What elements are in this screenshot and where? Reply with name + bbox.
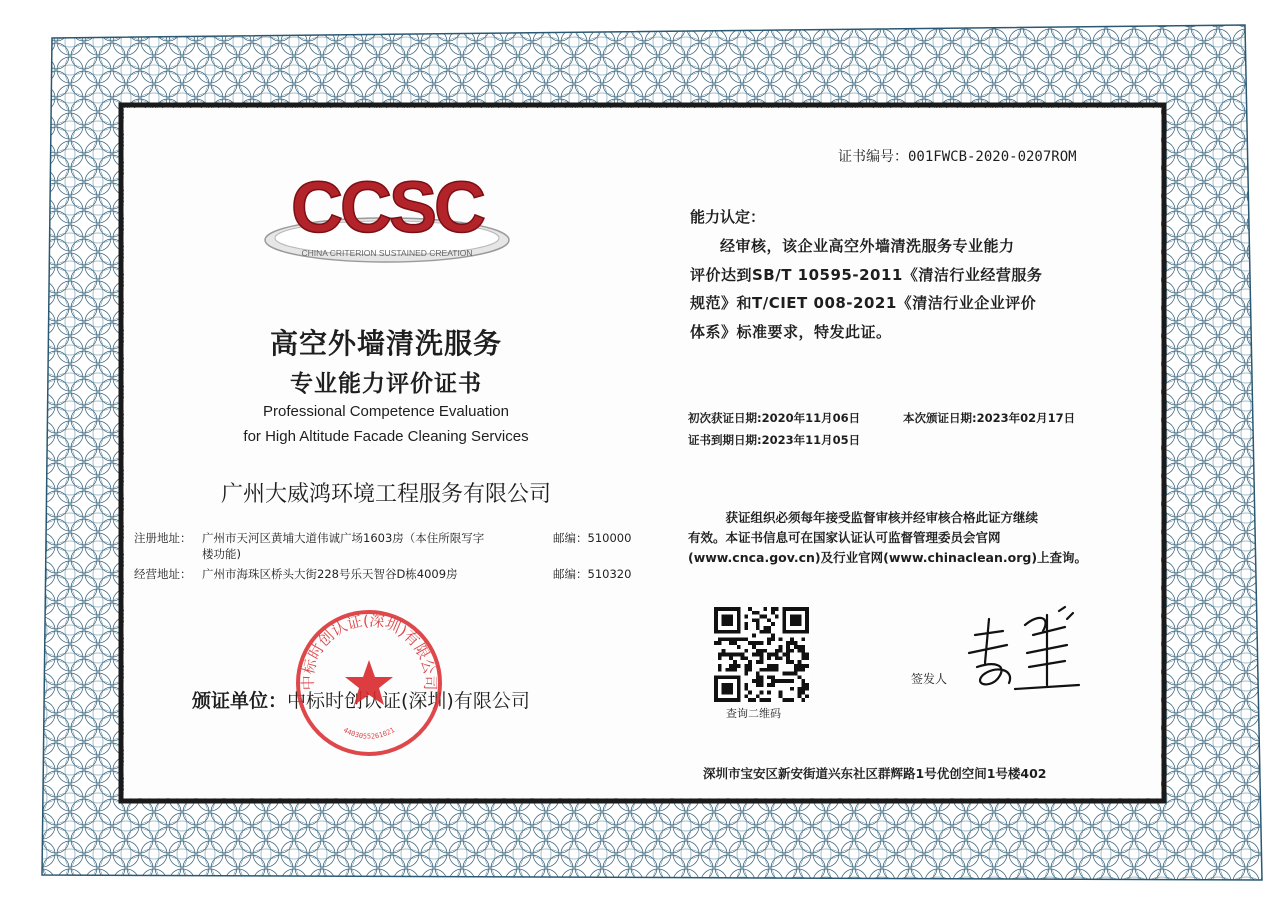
business-address-value: 广州市海珠区桥头大街228号乐天智谷D栋4009房 [202,567,458,581]
expiry-date: 证书到期日期:2023年11月05日 [688,433,861,447]
business-postcode [553,566,631,582]
business-address-label: 经营地址： [134,567,192,581]
capability-statement [690,232,1120,346]
certificate-title-cn: 高空外墙清洗服务 [269,327,502,360]
issuer-label: 颁证单位： [192,690,288,712]
registered-postcode-value: 510000 [587,531,632,545]
logo-tagline: CHINA CRITERION SUSTAINED CREATION [301,248,473,258]
notice-line3: (www.cnca.gov.cn)及行业官网(www.chinaclean.org)上查询。 [688,550,1088,565]
svg-text:4403055261021 [342,726,396,741]
registered-postcode-label: 邮编： [553,531,588,545]
signature-icon [955,605,1095,705]
business-postcode-value: 510320 [587,567,632,581]
business-postcode-label: 邮编： [553,567,588,581]
seal-ring-text: 中标时创认证(深圳)有限公司 [298,611,440,691]
official-seal [294,608,444,758]
footer-address: 深圳市宝安区新安街道兴东社区群辉路1号优创空间1号楼402 [703,766,1047,781]
registered-address-line1: 广州市天河区黄埔大道伟诚广场1603房（本住所限写字 [202,531,485,545]
logo-mark: CCSC [290,170,484,248]
first-issue-date: 初次获证日期:2020年11月06日 [688,411,861,425]
notice-line2: 有效。本证书信息可在国家认证认可监督管理委员会官网 [688,530,1001,545]
company-name: 广州大威鸿环境工程服务有限公司 [220,482,551,507]
certificate-title-en-line1: Professional Competence Evaluation [263,403,509,420]
verification-notice [688,508,1108,568]
capability-line4: 体系》标准要求，特发此证。 [690,322,892,341]
notice-line1: 获证组织必须每年接受监督审核并经审核合格此证方继续 [725,510,1039,525]
issuer-name: 中标时创认证(深圳)有限公司 [287,690,530,712]
certificate-subtitle-cn: 专业能力评价证书 [290,371,482,397]
ccsc-logo [262,170,512,270]
current-issue-date: 本次颁证日期:2023年02月17日 [903,411,1076,425]
registered-address-line2: 楼功能) [202,547,241,561]
capability-line2: 评价达到SB/T 10595-2011《清洁行业经营服务 [690,265,1043,284]
qr-label: 查询二维码 [726,707,781,720]
seal-serial: 4403055261021 [341,726,397,741]
signer-label: 签发人 [911,672,948,686]
qr-code-icon[interactable] [714,607,809,702]
certificate-number: 证书编号：001FWCB-2020-0207ROM [838,149,1077,165]
registered-address-label: 注册地址： [134,531,192,545]
capability-heading: 能力认定： [690,208,766,226]
certificate-title-en-line2: for High Altitude Facade Cleaning Services [243,428,529,445]
capability-line1: 经审核，该企业高空外墙清洗服务专业能力 [720,237,1015,255]
seal-star-icon [345,660,393,705]
capability-line3: 规范》和T/CIET 008-2021《清洁行业企业评价 [690,294,1037,312]
registered-postcode [553,530,631,546]
